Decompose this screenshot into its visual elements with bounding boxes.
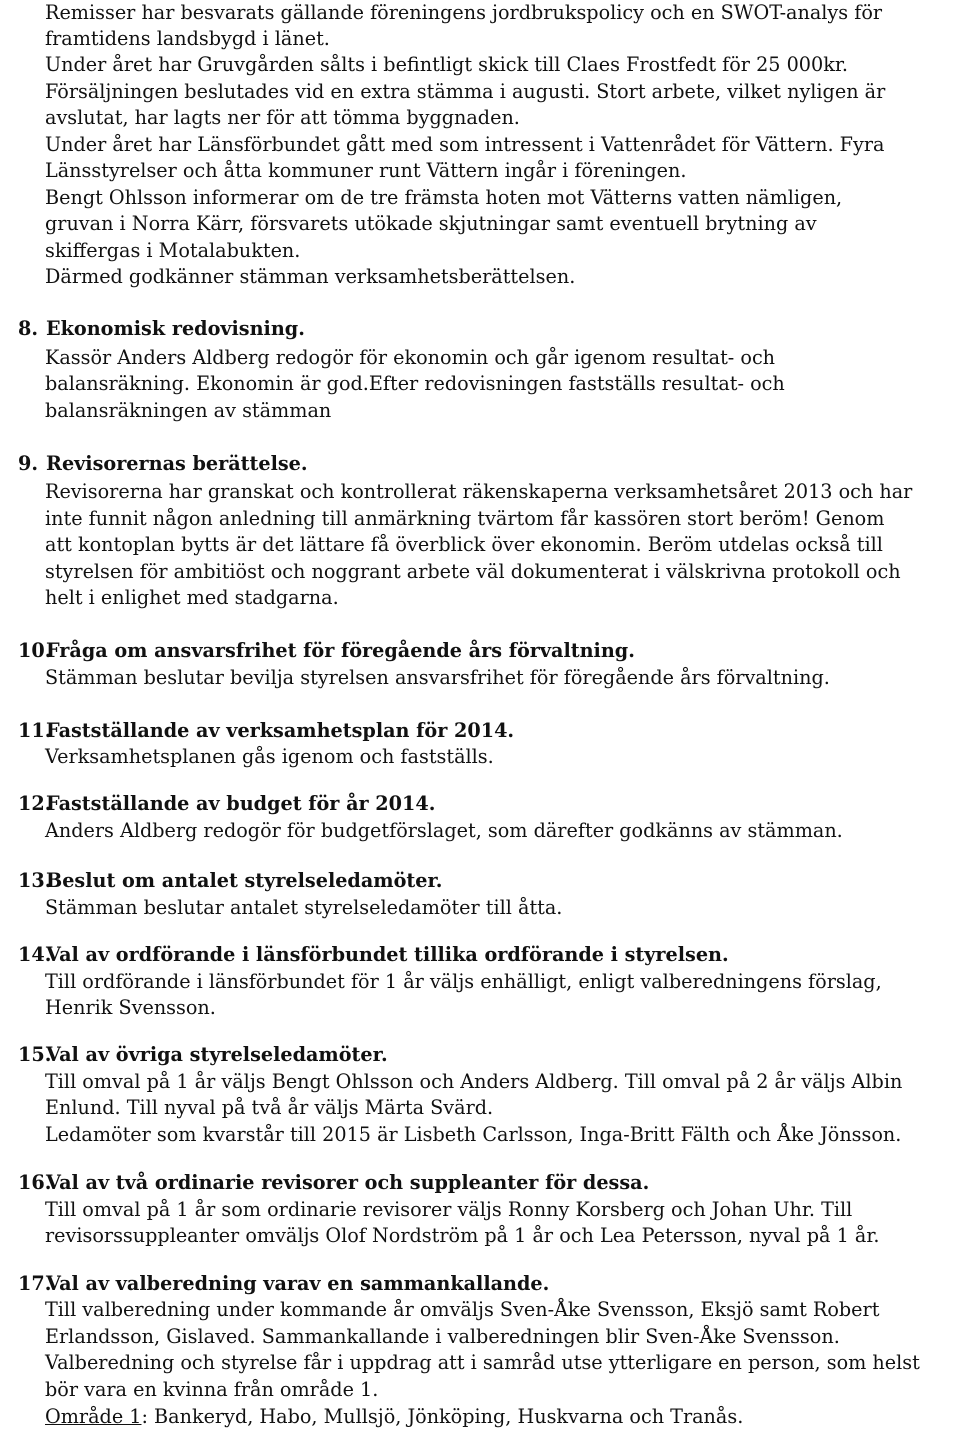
section-body-line: att kontoplan bytts är det lättare få överblick över ekonomin. Beröm utdelas också till [45, 533, 883, 556]
section-heading [18, 1271, 549, 1297]
section-number: 14. [18, 943, 52, 966]
intro-line: Bengt Ohlsson informerar om de tre främsta hoten mot Vätterns vatten nämligen, [45, 186, 843, 209]
section-number: 9. [18, 452, 39, 475]
intro-line: Remisser har besvarats gällande föreningens jordbrukspolicy och en SWOT-analys för [45, 1, 883, 24]
section-number: 16. [18, 1171, 52, 1194]
section-number: 12. [18, 792, 52, 815]
section-body-line: Ledamöter som kvarstår till 2015 är Lisbeth Carlsson, Inga-Britt Fälth och Åke Jönsson. [45, 1123, 902, 1146]
section-body-line: Enlund. Till nyval på två år väljs Märta Svärd. [45, 1096, 494, 1119]
section-body-line: Till valberedning under kommande år omväljs Sven-Åke Svensson, Eksjö samt Robert [45, 1298, 880, 1321]
section-body-line: helt i enlighet med stadgarna. [45, 586, 339, 609]
intro-line: Under året har Länsförbundet gått med som intressent i Vattenrådet för Vättern. Fyra [45, 133, 885, 156]
section-title: Beslut om antalet styrelseledamöter. [46, 869, 443, 892]
section-number: 11. [18, 719, 52, 742]
intro-line: skiffergas i Motalabukten. [45, 239, 301, 262]
section-title: Val av övriga styrelseledamöter. [46, 1043, 388, 1066]
section-title: Val av valberedning varav en sammankallande. [46, 1272, 550, 1295]
section-body-line: styrelsen för ambitiöst och noggrant arbete väl dokumenterat i välskrivna protokoll och [45, 560, 901, 583]
section-number: 17. [18, 1272, 52, 1295]
section-title: Fråga om ansvarsfrihet för föregående års förvaltning. [46, 639, 635, 662]
section-body-line: inte funnit någon anledning till anmärkning tvärtom får kassören stort beröm! Genom [45, 507, 885, 530]
section-title: Revisorernas berättelse. [46, 452, 308, 475]
section-title: Val av två ordinarie revisorer och suppleanter för dessa. [46, 1171, 650, 1194]
section-body-line: Anders Aldberg redogör för budgetförslaget, som därefter godkänns av stämman. [45, 819, 843, 842]
intro-line: framtidens landsbygd i länet. [45, 27, 330, 50]
intro-line: gruvan i Norra Kärr, försvarets utökade skjutningar samt eventuell brytning av [45, 212, 817, 235]
section-body-line: Verksamhetsplanen gås igenom och fastställs. [45, 745, 494, 768]
section-number: 10. [18, 639, 52, 662]
section-body-line: Till omval på 1 år väljs Bengt Ohlsson och Anders Aldberg. Till omval på 2 år väljs Albin [45, 1070, 903, 1093]
section-heading [18, 791, 435, 817]
section-body-line: Valberedning och styrelse får i uppdrag att i samråd utse ytterligare en person, som helst [45, 1351, 920, 1374]
intro-line: Länsstyrelser och åtta kommuner runt Vättern ingår i föreningen. [45, 159, 687, 182]
section-body-line: Till omval på 1 år som ordinarie revisorer väljs Ronny Korsberg och Johan Uhr. Till [45, 1198, 853, 1221]
section-body-line: Henrik Svensson. [45, 996, 216, 1019]
section-body-line: Stämman beslutar antalet styrelseledamöter till åtta. [45, 896, 563, 919]
section-title: Fastställande av budget för år 2014. [46, 792, 436, 815]
section-body-line: bör vara en kvinna från område 1. [45, 1378, 379, 1401]
section-body-line: Kassör Anders Aldberg redogör för ekonomin och går igenom resultat- och [45, 346, 776, 369]
section-heading [18, 718, 514, 744]
section-body-line: Stämman beslutar bevilja styrelsen ansvarsfrihet för föregående års förvaltning. [45, 666, 830, 689]
section-title: Val av ordförande i länsförbundet tillika ordförande i styrelsen. [46, 943, 729, 966]
section-heading [18, 316, 305, 342]
section-number: 13. [18, 869, 52, 892]
section-body-line: Till ordförande i länsförbundet för 1 år väljs enhälligt, enligt valberedningens förslag, [45, 970, 882, 993]
section-body-line: Erlandsson, Gislaved. Sammankallande i valberedningen blir Sven-Åke Svensson. [45, 1325, 840, 1348]
area-label: Område 1 [45, 1405, 142, 1428]
section-number: 15. [18, 1043, 52, 1066]
section-title: Ekonomisk redovisning. [46, 317, 305, 340]
area-line [45, 1404, 743, 1430]
section-number: 8. [18, 317, 39, 340]
intro-line: Därmed godkänner stämman verksamhetsberättelsen. [45, 265, 576, 288]
section-body-line: revisorssuppleanter omväljs Olof Nordström på 1 år och Lea Petersson, nyval på 1 år. [45, 1224, 880, 1247]
section-body-line: Revisorerna har granskat och kontrollerat räkenskaperna verksamhetsåret 2013 och har [45, 480, 913, 503]
intro-line: Under året har Gruvgården sålts i befintligt skick till Claes Frostfedt för 25 000kr. [45, 53, 849, 76]
section-body-line: balansräkning. Ekonomin är god.Efter redovisningen fastställs resultat- och [45, 372, 785, 395]
section-title: Fastställande av verksamhetsplan för 2014. [46, 719, 515, 742]
section-heading [18, 868, 442, 894]
section-heading [18, 638, 635, 664]
section-body-line: balansräkningen av stämman [45, 399, 332, 422]
intro-line: Försäljningen beslutades vid en extra stämma i augusti. Stort arbete, vilket nyligen är [45, 80, 886, 103]
section-heading [18, 1170, 649, 1196]
intro-line: avslutat, har lagts ner för att tömma byggnaden. [45, 106, 520, 129]
section-heading [18, 1042, 388, 1068]
area-towns: : Bankeryd, Habo, Mullsjö, Jönköping, Huskvarna och Tranås. [141, 1405, 744, 1428]
section-heading [18, 942, 729, 968]
section-heading [18, 451, 308, 477]
